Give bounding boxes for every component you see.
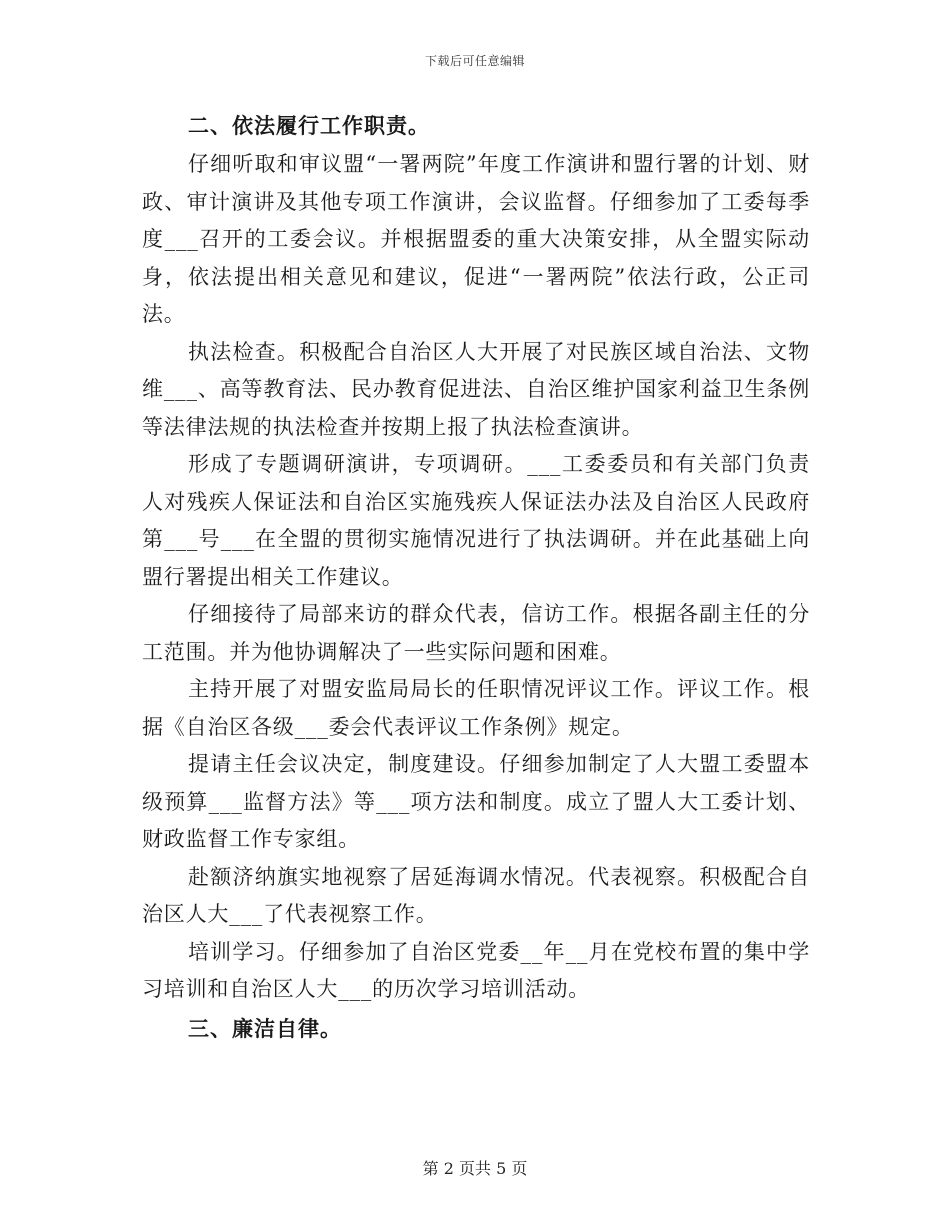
section-heading-3: 三、廉洁自律。 bbox=[188, 1015, 342, 1041]
paragraph-appraisal-work: 主持开展了对盟安监局局长的任职情况评议工作。评议工作。根据《自治区各级___委会代表评议工作条例》规定。 bbox=[142, 677, 810, 739]
paragraph-deputy-inspection: 赴额济纳旗实地视察了居延海调水情况。代表视察。积极配合自治区人大___了代表视察工作。 bbox=[142, 864, 810, 926]
paragraph-training-study: 培训学习。仔细参加了自治区党委__年__月在党校布置的集中学习培训和自治区人大___的历次学习培训活动。 bbox=[142, 939, 810, 1001]
page-header-note: 下载后可任意编辑 bbox=[424, 54, 525, 68]
section-heading-2: 二、依法履行工作职责。 bbox=[188, 113, 430, 138]
paragraph-law-enforcement-inspection: 执法检查。积极配合自治区人大开展了对民族区域自治法、文物维___、高等教育法、民办教育促进法、自治区维护国家利益卫生条例等法律法规的执法检查并按期上报了执法检查演讲。 bbox=[142, 339, 810, 439]
paragraph-special-research: 形成了专题调研演讲，专项调研。___工委委员和有关部门负责人对残疾人保证法和自治区实施残疾人保证法办法及自治区人民政府第___号___在全盟的贯彻实施情况进行了执法调研。并在此基础上向盟行署提出相关工作建议。 bbox=[142, 452, 810, 589]
paragraph-petition-work: 仔细接待了局部来访的群众代表，信访工作。根据各副主任的分工范围。并为他协调解决了一些实际问题和困难。 bbox=[142, 602, 810, 664]
document-body bbox=[142, 108, 810, 1049]
paragraph-review-reports: 仔细听取和审议盟“一署两院”年度工作演讲和盟行署的计划、财政、审计演讲及其他专项工作演讲，会议监督。仔细参加了工委每季度___召开的工委会议。并根据盟委的重大决策安排，从全盟实际动身，依法提出相关意见和建议，促进“一署两院”依法行政，公正司法。 bbox=[142, 152, 810, 326]
page-number: 第 2 页共 5 页 bbox=[422, 1159, 528, 1178]
paragraph-system-building: 提请主任会议决定，制度建设。仔细参加制定了人大盟工委盟本级预算___监督方法》等___项方法和制度。成立了盟人大工委计划、财政监督工作专家组。 bbox=[142, 752, 810, 851]
